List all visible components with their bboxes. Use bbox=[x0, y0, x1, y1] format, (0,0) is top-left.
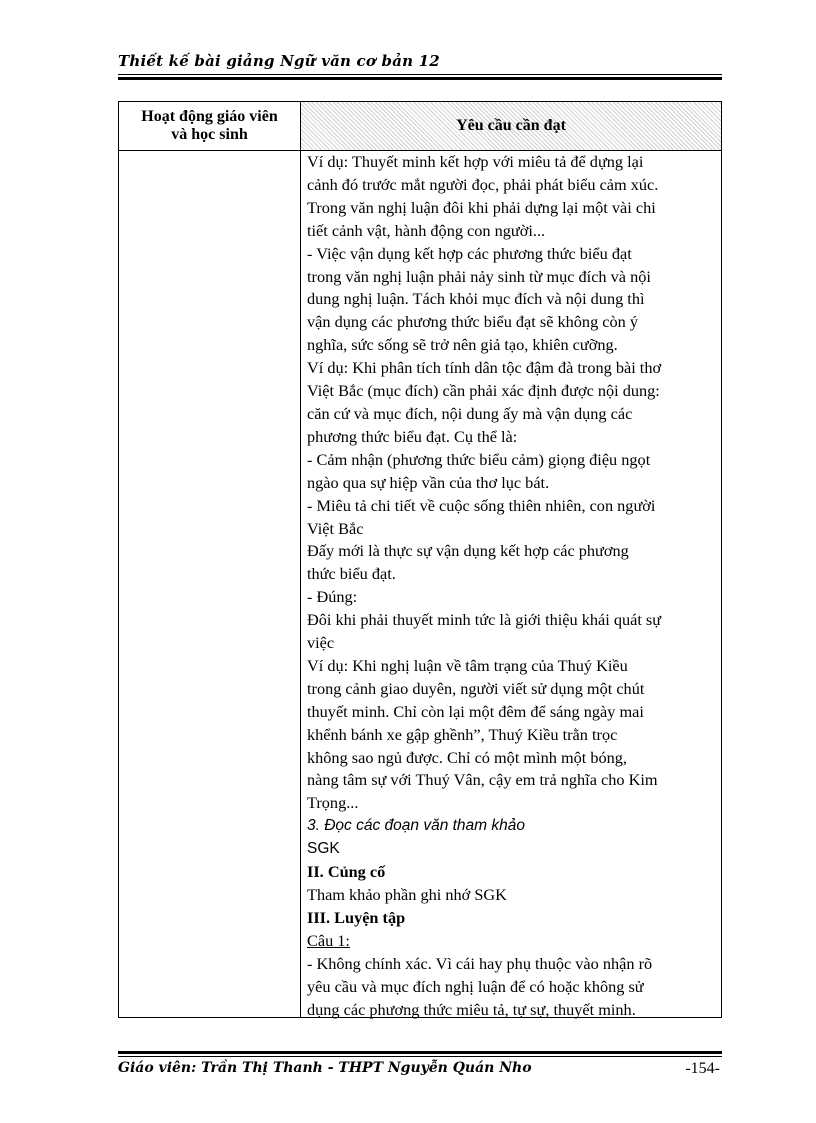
text-line: Việt Bắc (mục đích) cần phải xác định được nội dung: bbox=[307, 381, 660, 401]
text-line: - Việc vận dụng kết hợp các phương thức biểu đạt bbox=[307, 243, 632, 263]
text-line: Ví dụ: Khi nghị luận về tâm trạng của Thuý Kiều bbox=[307, 655, 628, 675]
lesson-table bbox=[118, 101, 722, 1018]
text-line: - Miêu tả chi tiết về cuộc sống thiên nhiên, con người bbox=[307, 495, 656, 515]
requirements-content bbox=[307, 151, 717, 1021]
text-line: ngào qua sự hiệp vần của thơ lục bát. bbox=[307, 472, 550, 492]
text-line: trong văn nghị luận phải nảy sinh từ mục đích và nội bbox=[307, 266, 651, 286]
header-requirements-label: Yêu cầu cần đạt bbox=[456, 117, 566, 134]
text-line: Đôi khi phải thuyết minh tức là giới thiệu khái quát sự bbox=[307, 610, 662, 630]
header-line: Hoạt động giáo viên bbox=[141, 108, 278, 125]
header-cell-activities bbox=[119, 102, 300, 150]
section-heading-consolidation: II. Củng cố bbox=[307, 862, 386, 882]
text-line: phương thức biểu đạt. Cụ thể là: bbox=[307, 426, 518, 446]
text-line: - Cảm nhận (phương thức biểu cảm) giọng điệu ngọt bbox=[307, 449, 651, 469]
section-text: Tham khảo phần ghi nhớ SGK bbox=[307, 885, 507, 904]
text-line: Ví dụ: Thuyết minh kết hợp với miêu tả để dựng lại bbox=[307, 152, 644, 171]
text-line: tiết cảnh vật, hành động con người... bbox=[307, 220, 546, 240]
text-line: - Đúng: bbox=[307, 587, 358, 607]
header-rule bbox=[118, 74, 722, 75]
text-line: khểnh bánh xe gập ghềnh”, Thuý Kiều trằn trọc bbox=[307, 724, 618, 744]
column-divider bbox=[300, 102, 301, 1017]
header-cell-requirements bbox=[301, 102, 721, 150]
text-line: thuyết minh. Chỉ còn lại một đêm để sáng ngày mai bbox=[307, 701, 644, 721]
reading-heading: 3. Đọc các đoạn văn tham khảo bbox=[307, 817, 525, 835]
text-line: vận dụng các phương thức biểu đạt sẽ không còn ý bbox=[307, 312, 638, 332]
text-line: Việt Bắc bbox=[307, 518, 364, 538]
reading-text: SGK bbox=[307, 840, 340, 858]
table-header-row bbox=[119, 102, 721, 151]
footer-rule-thick bbox=[118, 1051, 722, 1054]
text-line: Trong văn nghị luận đôi khi phải dựng lại một vài chi bbox=[307, 197, 656, 217]
text-line: trong cảnh giao duyên, người viết sử dụng một chút bbox=[307, 678, 645, 698]
text-line: Đấy mới là thực sự vận dụng kết hợp các phương bbox=[307, 541, 629, 561]
text-line: dung nghị luận. Tách khỏi mục đích và nội dung thì bbox=[307, 289, 645, 309]
text-line: căn cứ và mục đích, nội dung ấy mà vận dụng các bbox=[307, 403, 633, 423]
text-line: việc bbox=[307, 633, 335, 653]
section-heading-practice: III. Luyện tập bbox=[307, 907, 406, 927]
text-line: Trọng... bbox=[307, 793, 359, 813]
text-line: nàng tâm sự với Thuý Vân, cậy em trả nghĩa cho Kim bbox=[307, 770, 658, 790]
text-line: thức biểu đạt. bbox=[307, 564, 396, 584]
header-line: và học sinh bbox=[171, 126, 248, 143]
text-line: Ví dụ: Khi phân tích tính dân tộc đậm đà trong bài thơ bbox=[307, 358, 662, 378]
text-line: cảnh đó trước mắt người đọc, phải phát biểu cảm xúc. bbox=[307, 174, 659, 194]
answer-line: dụng các phương thức miêu tả, tự sự, thuyết minh. bbox=[307, 999, 636, 1019]
question-label: Câu 1: bbox=[307, 930, 350, 950]
header-rule-thick bbox=[118, 77, 722, 80]
answer-line: yêu cầu và mục đích nghị luận để có hoặc không sử bbox=[307, 976, 644, 996]
text-line: không sao ngủ được. Chỉ có một mình một bóng, bbox=[307, 747, 627, 767]
answer-line: - Không chính xác. Vì cái hay phụ thuộc vào nhận rõ bbox=[307, 953, 653, 973]
footer-rule bbox=[118, 1056, 722, 1057]
footer-author: Giáo viên: Trần Thị Thanh - THPT Nguyễn Quán Nho bbox=[118, 1060, 532, 1076]
text-line: nghĩa, sức sống sẽ trở nên giả tạo, khiên cưỡng. bbox=[307, 335, 618, 355]
page-number: -154- bbox=[685, 1060, 720, 1077]
page-header-title: Thiết kế bài giảng Ngữ văn cơ bản 12 bbox=[118, 52, 440, 70]
